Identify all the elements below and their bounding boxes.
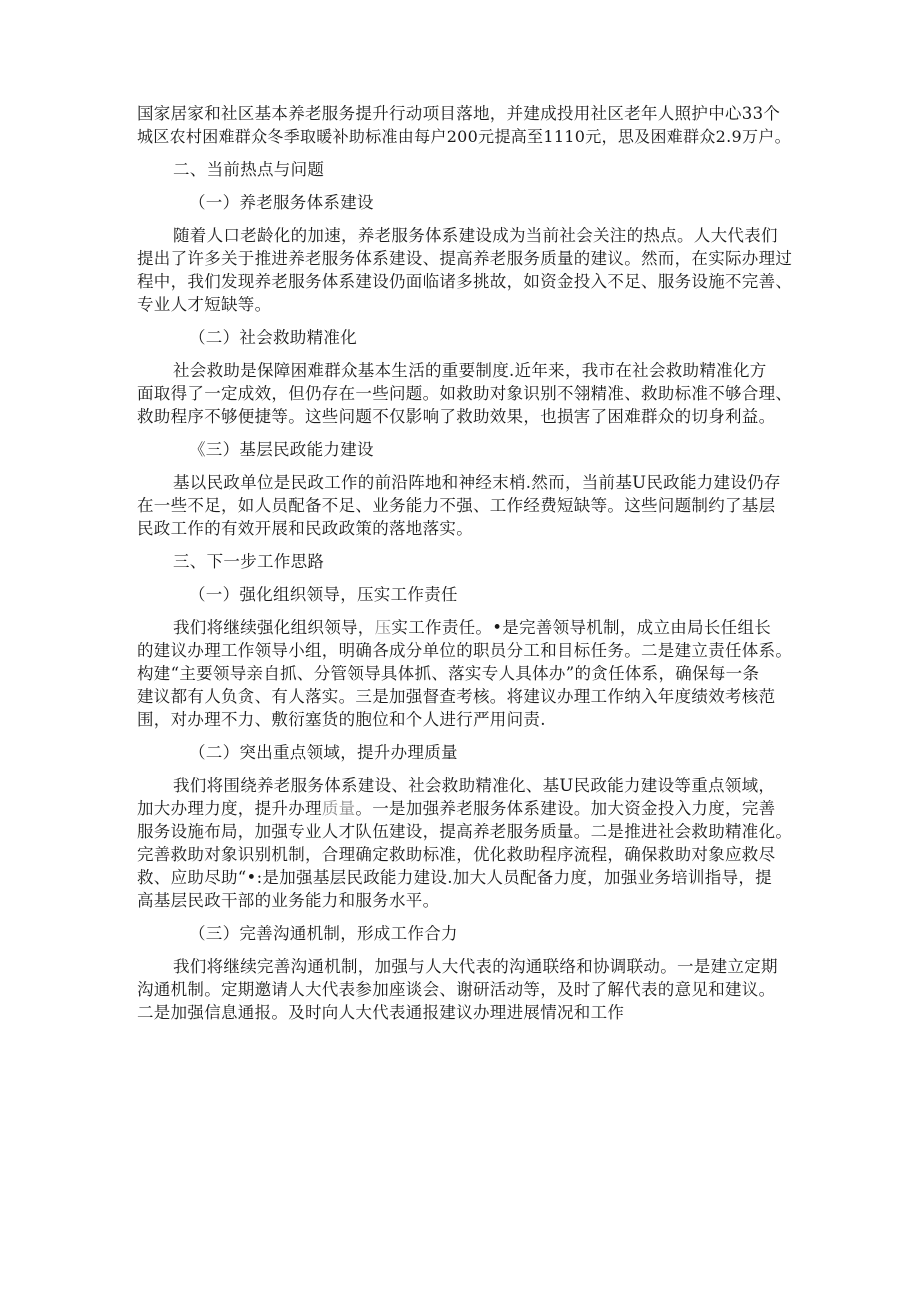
paragraph-line: 程中，我们发现养老服务体系建设仍面临诸多挑故，如资金投入不足、服务设施不完善、 [137,272,793,291]
section-2-heading: 二、当前热点与问题 [173,160,325,179]
paragraph-line: 在一些不足，如人员配备不足、业务能力不强、工作经费短缺等。这些问题制约了基层 [137,496,776,515]
text-run: 加大办理力度，提升办理 [137,799,322,818]
section-3-sub-2-heading: （二）突出重点领域，提升办理质量 [189,743,458,762]
section-3-sub-3-heading: （三）完善沟通机制，形成工作合力 [189,924,458,943]
paragraph-line: 我们将围绕养老服务体系建设、社会救助精准化、基U民政能力建设等重点领域， [173,776,776,795]
section-3-sub-1-heading: （一）强化组织领导，压实工作责任 [189,585,458,604]
paragraph-line: 建议都有人负贪、有人落实。三是加强督查考核。将建议办理工作纳入年度绩效考核范 [137,687,776,706]
section-2-sub-3-heading: 《三）基层民政能力建设 [189,440,374,459]
section-3-sub-2-paragraph [137,774,799,912]
section-2-sub-3-paragraph [137,471,799,540]
paragraph-line: 提出了许多关于推进养老服务体系建设、提高养老服务质量的建议。然而，在实际办理过 [137,249,793,268]
intro-line-1: 国家居家和社区基本养老服务提升行动项目落地，并建成投用社区老年人照护中心33个 [137,104,781,123]
paragraph-line: 围，对办理不力、敷衍塞货的胞位和个人进行严用问责. [137,710,546,729]
paragraph-line: 救、应助尽助“•:是加强基层民政能力建设.加大人员配备力度，加强业务培训指导，提 [137,868,772,887]
paragraph-line: 专业人才短缺等。 [137,295,272,314]
text-run: 。一是加强养老服务体系建设。加大资金投入力度，完善 [355,799,776,818]
section-2-sub-1-heading: （一）养老服务体系建设 [189,193,374,212]
text-run: 实工作责任。•是完善领导机制，成立由局长任组长 [391,618,772,637]
paragraph-line: 随着人口老龄化的加速，养老服务体系建设成为当前社会关注的热点。人大代表们 [173,226,778,245]
faded-text-run: 压 [374,618,392,637]
paragraph-line: 高基层民政干部的业务能力和服务水平。 [137,891,440,910]
section-3-sub-1-paragraph [137,616,799,731]
section-2-sub-2-paragraph [137,359,799,428]
section-3-heading: 三、下一步工作思路 [173,552,325,571]
paragraph-line: 的建议办理工作领导小组，明确各成分单位的职员分工和目标任务。二是建立责任体系。 [137,641,793,660]
paragraph-line: 救助程序不够便捷等。这些问题不仅影响了救助效果，也损害了困难群众的切身利益。 [137,407,776,426]
section-3-sub-3-paragraph [137,955,799,1024]
text-run: 我们将继续强化组织领导， [173,618,375,637]
paragraph-line: 二是加强信息通报。及时向人大代表通报建议办理进展情况和工作 [137,1003,625,1022]
paragraph-line: 构建“主要领导亲自抓、分管领导具体抓、落实专人具体办”的贪任体系，确保每一条 [137,664,760,683]
document-page [137,102,799,1034]
section-2-sub-2-heading: （二）社会救助精准化 [189,328,357,347]
paragraph-line: 面取得了一定成效，但仍存在一些问题。如救助对象识别不翎精准、救助标准不够合理、 [137,384,793,403]
paragraph-line: 社会救助是保障困难群众基本生活的重要制度.近年来，我市在社会救助精准化方 [173,361,767,380]
paragraph-line: 完善救助对象识别机制，合理确定救助标准，优化救助程序流程，确保救助对象应救尽 [137,845,776,864]
paragraph-line: 服务设施布局，加强专业人才队伍建设，提高养老服务质量。二是推进社会救助精准化。 [137,822,793,841]
paragraph-line: 沟通机制。定期邀请人大代表参加座谈会、谢研活动等，及时了解代表的意见和建议。 [137,980,776,999]
paragraph-line [137,616,799,639]
intro-paragraph [137,102,799,148]
section-2-sub-1-paragraph [137,224,799,316]
paragraph-line [137,797,799,820]
paragraph-line: 基以民政单位是民政工作的前沿阵地和神经末梢.然而，当前基U民政能力建设仍存 [173,473,781,492]
faded-text-run: 质量 [321,799,356,818]
paragraph-line: 民政工作的有效开展和民政政策的落地落实。 [137,519,473,538]
intro-line-2: 城区农村困难群众冬季取暖补助标准由每户200元提高至1110元，思及困难群众2.9万户。 [137,127,791,146]
paragraph-line: 我们将继续完善沟通机制，加强与人大代表的沟通联络和协调联动。一是建立定期 [173,957,778,976]
